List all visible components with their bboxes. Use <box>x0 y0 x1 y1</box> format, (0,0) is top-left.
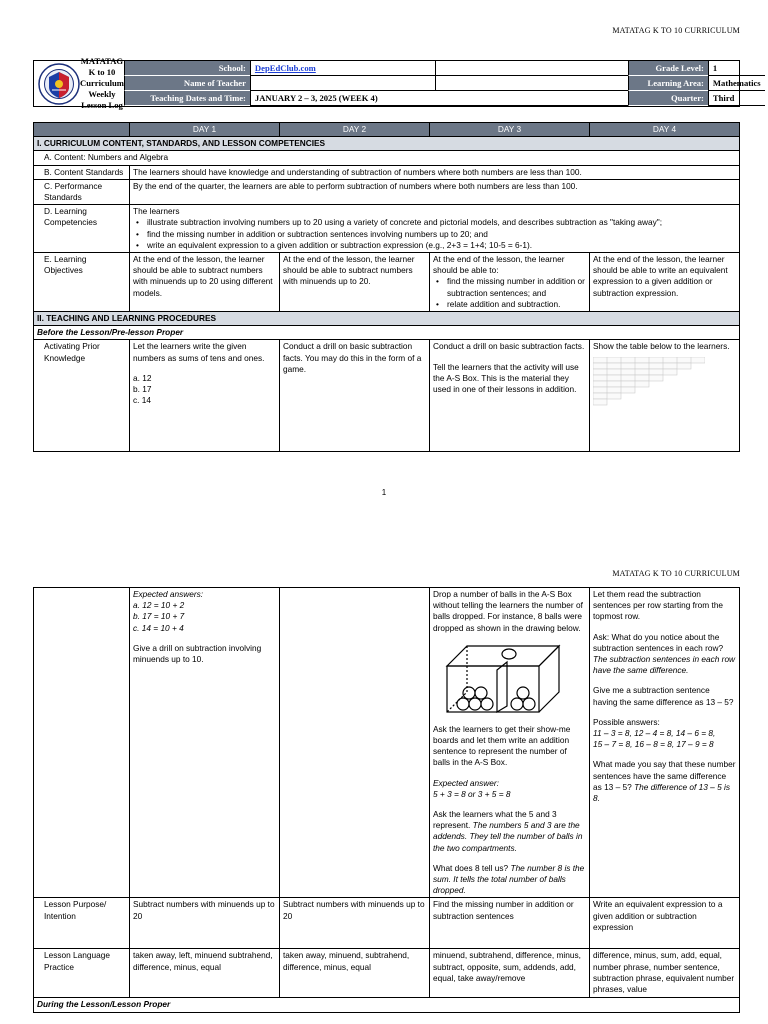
lesson-log-table <box>33 122 740 452</box>
day-header-row <box>34 123 740 137</box>
running-head: MATATAG K TO 10 CURRICULUM <box>612 26 740 35</box>
performance-row <box>34 179 740 204</box>
row-label <box>34 588 130 898</box>
learning-area-value: Mathematics <box>708 76 765 91</box>
competencies-intro: The learners <box>133 206 180 217</box>
list-item: • write an equivalent expression to a given addition or subtraction expression (e.g., 2+3 = 1+4; 10-5 = 6-1). <box>133 240 736 251</box>
day-header: DAY 2 <box>280 123 430 137</box>
grade-level-label: Grade Level: <box>628 61 708 76</box>
lesson-log-table-continued <box>33 587 740 1013</box>
form-title: MATATAG K to 10 Curriculum Weekly Lesson Log <box>80 56 124 110</box>
language-day1: taken away, left, minuend subtrahend, difference, minus, equal <box>130 949 280 998</box>
dates-label: Teaching Dates and Time: <box>124 91 250 106</box>
page-gap <box>0 540 768 555</box>
row-label: C. Performance Standards <box>34 179 130 204</box>
purpose-day3: Find the missing number in addition or subtraction sentences <box>430 898 590 949</box>
list-item: • relate addition and subtraction. <box>433 299 586 310</box>
objectives-row <box>34 253 740 312</box>
header-fields <box>124 61 765 106</box>
competencies-cell <box>130 205 740 253</box>
page-number: 1 <box>381 488 387 497</box>
row-label: Lesson Language Practice <box>34 949 130 998</box>
activating-day4: Show the table below to the learners. <box>590 340 740 452</box>
dates-value: JANUARY 2 – 3, 2025 (WEEK 4) <box>250 91 628 106</box>
corner-cell <box>34 123 130 137</box>
subsection-heading: Before the Lesson/Pre-lesson Proper <box>34 326 740 340</box>
grade-level-value: 1 <box>708 61 765 76</box>
standards-text: The learners should have knowledge and understanding of subtraction of numbers where both numbers are less than 100. <box>130 165 740 179</box>
content-label: A. Content: Numbers and Algebra <box>34 151 740 165</box>
teacher-label: Name of Teacher <box>124 76 250 91</box>
header-spacer <box>435 76 628 91</box>
purpose-day4: Write an equivalent expression to a given addition or subtraction expression <box>590 898 740 949</box>
logo-cell <box>34 56 124 110</box>
cont-day2 <box>280 588 430 898</box>
language-row <box>34 949 740 998</box>
activating-day1: Let the learners write the given numbers as sums of tens and ones. a. 12 b. 17 c. 14 <box>130 340 280 452</box>
activating-day2: Conduct a drill on basic subtraction facts. You may do this in the form of a game. <box>280 340 430 452</box>
section-heading: II. TEACHING AND LEARNING PROCEDURES <box>34 312 740 326</box>
standards-row <box>34 165 740 179</box>
objectives-day2: At the end of the lesson, the learner should be able to subtract numbers with minuends up to 20. <box>280 253 430 312</box>
list-item: • find the missing number in addition or subtraction sentences involving numbers up to 20; and <box>133 229 736 240</box>
competencies-row <box>34 205 740 253</box>
row-label: D. Learning Competencies <box>34 205 130 253</box>
purpose-day2: Subtract numbers with minuends up to 20 <box>280 898 430 949</box>
list-item: • find the missing number in addition or subtraction sentences; and <box>433 276 586 298</box>
activating-row <box>34 340 740 452</box>
activating-day3: Conduct a drill on basic subtraction facts. Tell the learners that the activity will use the A-S Box. This is the material they used in one of their lessons in addition. <box>430 340 590 452</box>
objectives-day4: At the end of the lesson, the learner should be able to write an equivalent expression to a given addition or subtraction expression. <box>590 253 740 312</box>
performance-text: By the end of the quarter, the learners are able to perform subtraction of numbers where both numbers are less than 100. <box>130 179 740 204</box>
header-block <box>33 56 761 110</box>
row-label: B. Content Standards <box>34 165 130 179</box>
teacher-value <box>250 76 435 91</box>
day-header: DAY 4 <box>590 123 740 137</box>
school-link[interactable]: DepEdClub.com <box>250 61 435 76</box>
cont-day3: Drop a number of balls in the A-S Box without telling the learners the number of balls dropped. For instance, 8 balls were dropped as shown in the drawing below. Ask the learners to get their show-me boards and let them write an addition sentence to represent the number of balls in the A-S Box. Expected answer: 5 + 3 = 8 or 3 + 5 = 8 Ask the learners what the 5 and 3 represent. The numbers 5 and 3 are the addends. They tell the number of balls in the two compartments. What does 8 tell us? The number 8 is the sum. It tells the total number of balls dropped. <box>430 588 590 898</box>
purpose-row <box>34 898 740 949</box>
deped-seal-icon <box>38 63 80 105</box>
header-spacer <box>435 61 628 76</box>
as-box-drawing <box>443 640 563 718</box>
row-label: E. Learning Objectives <box>34 253 130 312</box>
school-label: School: <box>124 61 250 76</box>
quarter-value: Third <box>708 91 765 106</box>
cont-day4: Let them read the subtraction sentences per row starting from the topmost row. Ask: What do you notice about the subtraction sentences in each row? The subtraction sentences in each row have the same difference. Give me a subtraction sentence having the same difference as 13 – 5? Possible answers: 11 – 3 = 8, 12 – 4 = 8, 14 – 6 = 8, 15 – 7 = 8, 16 – 8 = 8, 17 – 9 = 8 What made you say that these number sentences have the same difference as 13 – 5? The difference of 13 – 5 is 8. <box>590 588 740 898</box>
cont-day1: Expected answers: a. 12 = 10 + 2 b. 17 = 10 + 7 c. 14 = 10 + 4 Give a drill on subtraction involving minuends up to 10. <box>130 588 280 898</box>
language-day4: difference, minus, sum, add, equal, number phrase, number sentence, subtraction phrase, equivalent number phrases, value <box>590 949 740 998</box>
list-item: • illustrate subtraction involving numbers up to 20 using a variety of concrete and pictorial models, and describes subtraction as "taking away"; <box>133 217 736 228</box>
learning-area-label: Learning Area: <box>628 76 708 91</box>
purpose-day1: Subtract numbers with minuends up to 20 <box>130 898 280 949</box>
page-2 <box>0 555 768 1024</box>
running-head: MATATAG K TO 10 CURRICULUM <box>612 569 740 578</box>
objectives-day1: At the end of the lesson, the learner should be able to subtract numbers with minuends up to 20 using different models. <box>130 253 280 312</box>
competencies-list <box>133 217 736 251</box>
objectives-day3: At the end of the lesson, the learner should be able to: • find the missing number in addition or subtraction sentences; and • relate addition and subtraction. <box>430 253 590 312</box>
language-day3: minuend, subtrahend, difference, minus, subtract, opposite, sum, addends, add, equal, take away/remove <box>430 949 590 998</box>
language-day2: taken away, minuend, subtrahend, difference, minus, equal <box>280 949 430 998</box>
day-header: DAY 1 <box>130 123 280 137</box>
activating-continued-row <box>34 588 740 898</box>
content-row <box>34 151 740 165</box>
quarter-label: Quarter: <box>628 91 708 106</box>
day-header: DAY 3 <box>430 123 590 137</box>
row-label: Activating Prior Knowledge <box>34 340 130 452</box>
section-heading: I. CURRICULUM CONTENT, STANDARDS, AND LESSON COMPETENCIES <box>34 137 740 151</box>
subsection-heading: During the Lesson/Lesson Proper <box>34 998 740 1012</box>
subtraction-table-thumbnail <box>593 357 705 415</box>
row-label: Lesson Purpose/ Intention <box>34 898 130 949</box>
